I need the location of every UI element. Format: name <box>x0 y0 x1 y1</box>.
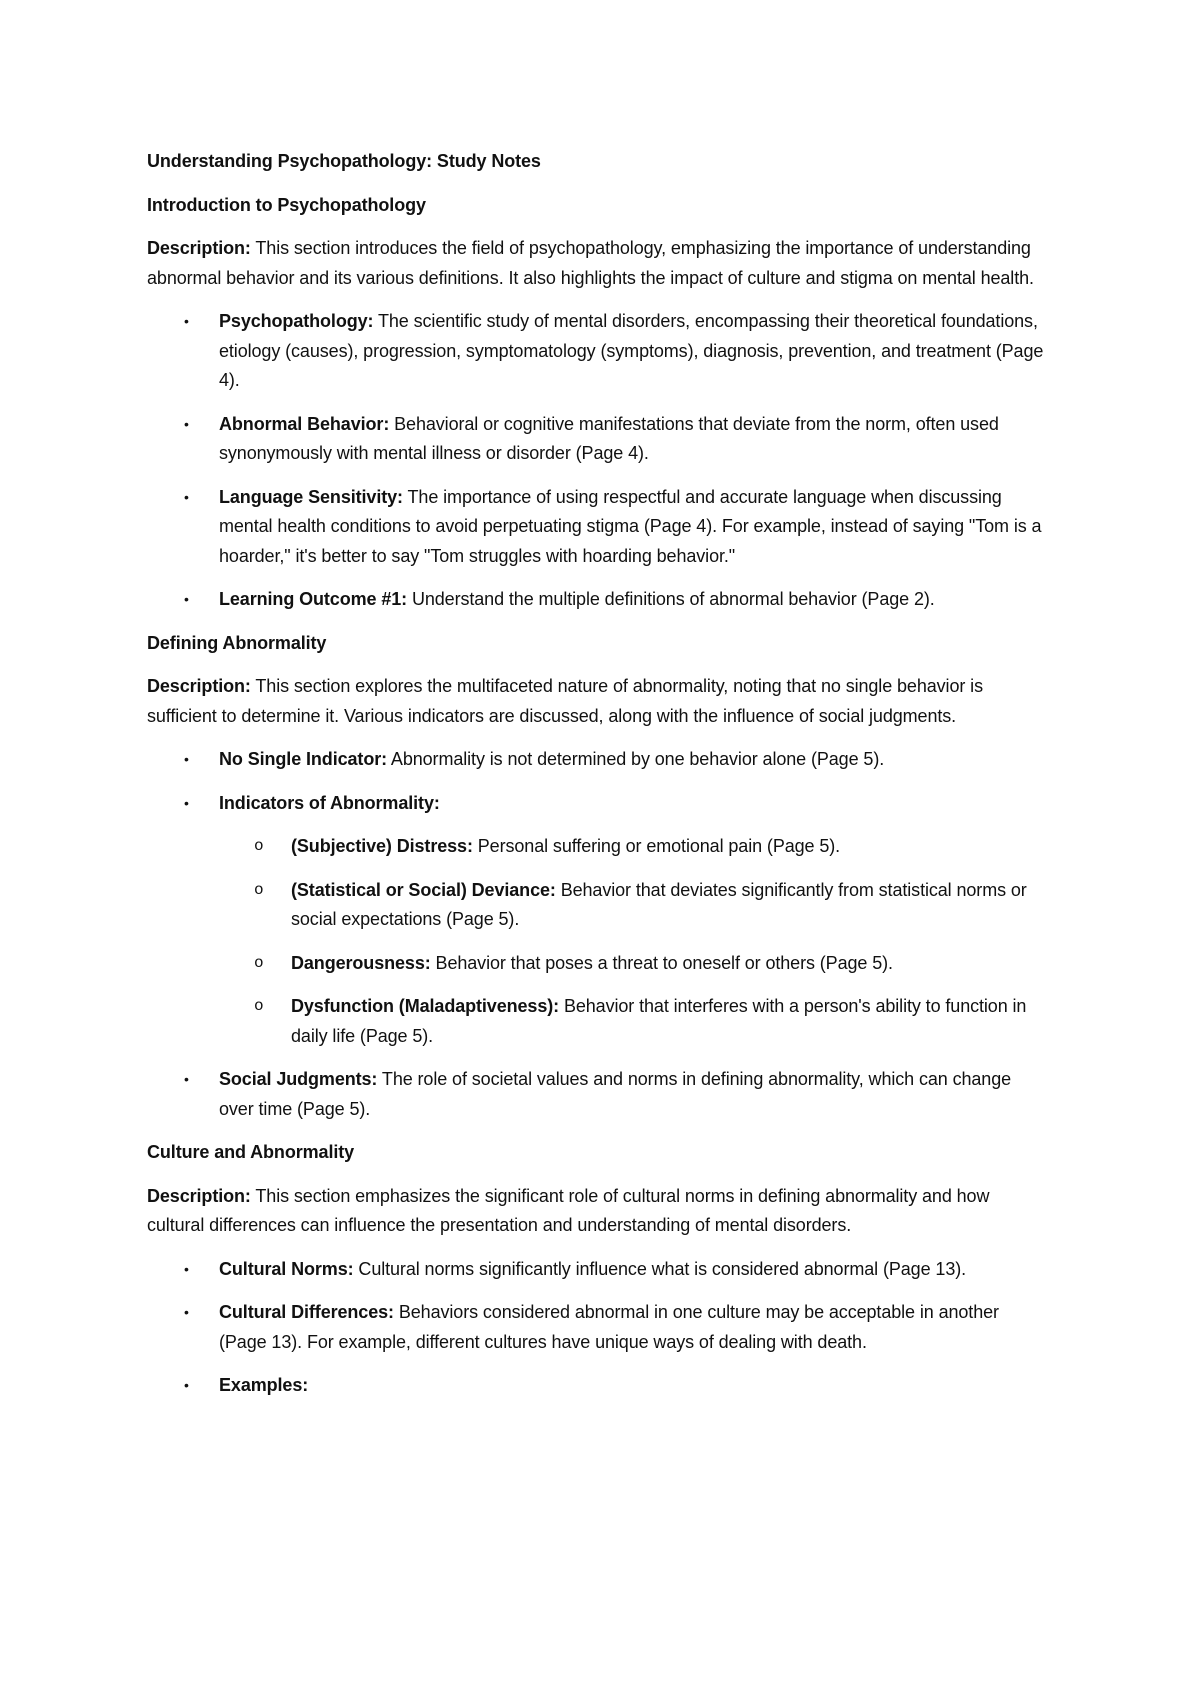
term: No Single Indicator: <box>219 749 388 769</box>
definition: Behaviors considered abnormal in one culture may be acceptable in another (Page 13). For example, different cultures have unique ways of dealing with death. <box>219 1302 999 1352</box>
section-introduction <box>147 191 1047 615</box>
bullet-icon: • <box>184 313 189 329</box>
list-item <box>147 410 1047 469</box>
term: Abnormal Behavior: <box>219 413 390 434</box>
section-defining-abnormality <box>147 629 1047 1125</box>
document-page <box>147 147 1047 1415</box>
list-item <box>147 1371 1047 1401</box>
description-label: Description: <box>147 1185 251 1206</box>
term: Learning Outcome #1: <box>219 589 408 609</box>
term: (Statistical or Social) Deviance: <box>291 879 556 900</box>
definition: The scientific study of mental disorders, encompassing their theoretical foundations, etiology (causes), progression, symptomatology (symptoms), diagnosis, prevention, and treatment (Page 4). <box>219 311 1044 390</box>
list-item <box>147 1298 1047 1357</box>
description-text: This section emphasizes the significant role of cultural norms in defining abnormality and how cultural differences can influence the presentation and understanding of mental disorders. <box>147 1185 990 1235</box>
definition: Behavioral or cognitive manifestations that deviate from the norm, often used synonymously with mental illness or disorder (Page 4). <box>219 413 999 463</box>
sub-list-item <box>219 832 1047 862</box>
bullet-list <box>147 745 1047 1124</box>
list-item <box>147 483 1047 572</box>
term: Cultural Norms: <box>219 1258 354 1279</box>
definition: Behavior that interferes with a person's ability to function in daily life (Page 5). <box>291 996 1027 1046</box>
sub-bullet-list <box>219 832 1047 1051</box>
bullet-list <box>147 307 1047 615</box>
description-text: This section explores the multifaceted nature of abnormality, noting that no single behavior is sufficient to determine it. Various indicators are discussed, along with the influence of social judgments. <box>147 676 983 726</box>
bullet-list <box>147 1255 1047 1401</box>
sub-bullet-icon: o <box>254 880 264 899</box>
definition: Cultural norms significantly influence what is considered abnormal (Page 13). <box>353 1258 967 1279</box>
term: Social Judgments: <box>219 1069 378 1089</box>
section-description <box>147 1182 1047 1241</box>
document-title: Understanding Psychopathology: Study Notes <box>147 151 541 171</box>
term: (Subjective) Distress: <box>291 836 473 856</box>
sub-bullet-icon: o <box>254 837 264 855</box>
list-item <box>147 745 1047 775</box>
term: Dysfunction (Maladaptiveness): <box>291 996 560 1016</box>
term: Psychopathology: <box>219 311 374 331</box>
section-heading: Introduction to Psychopathology <box>147 194 426 215</box>
bullet-icon: • <box>184 415 189 432</box>
bullet-icon: • <box>184 1260 189 1277</box>
section-description <box>147 234 1047 293</box>
list-item <box>147 307 1047 396</box>
list-item <box>147 585 1047 615</box>
description-label: Description: <box>147 238 251 258</box>
definition: Personal suffering or emotional pain (Page 5). <box>472 836 841 856</box>
bullet-icon: • <box>184 591 189 607</box>
definition: The role of societal values and norms in defining abnormality, which can change over time (Page 5). <box>219 1069 1012 1119</box>
sub-list-item <box>219 949 1047 979</box>
definition: Behavior that deviates significantly from statistical norms or social expectations (Page 5). <box>291 879 1027 929</box>
description-label: Description: <box>147 676 251 696</box>
bullet-icon: • <box>184 794 189 811</box>
definition: Abnormality is not determined by one behavior alone (Page 5). <box>387 749 885 769</box>
definition: Understand the multiple definitions of abnormal behavior (Page 2). <box>407 589 935 609</box>
section-culture-and-abnormality <box>147 1138 1047 1401</box>
sub-list-item <box>219 992 1047 1051</box>
sub-bullet-icon: o <box>254 953 264 972</box>
definition: Behavior that poses a threat to oneself or others (Page 5). <box>430 952 893 973</box>
term: Dangerousness: <box>291 952 431 973</box>
description-text: This section introduces the field of psychopathology, emphasizing the importance of understanding abnormal behavior and its various definitions. It also highlights the impact of culture and stigma on mental health. <box>147 238 1034 288</box>
section-heading: Defining Abnormality <box>147 632 327 653</box>
list-item <box>147 789 1047 1052</box>
bullet-icon: • <box>184 1304 189 1320</box>
sub-bullet-icon: o <box>254 997 264 1015</box>
bullet-icon: • <box>184 1377 189 1393</box>
term: Indicators of Abnormality: <box>219 792 440 813</box>
bullet-icon: • <box>184 751 189 767</box>
sub-list-item <box>219 876 1047 935</box>
section-heading: Culture and Abnormality <box>147 1142 355 1162</box>
section-description <box>147 672 1047 731</box>
bullet-icon: • <box>184 488 189 505</box>
bullet-icon: • <box>184 1071 189 1087</box>
term: Cultural Differences: <box>219 1302 394 1322</box>
list-item <box>147 1065 1047 1124</box>
term: Language Sensitivity: <box>219 486 403 507</box>
list-item <box>147 1255 1047 1285</box>
definition: The importance of using respectful and accurate language when discussing mental health conditions to avoid perpetuating stigma (Page 4). For example, instead of saying "Tom is a hoarder," it's better to say "Tom struggles with hoarding behavior." <box>219 486 1042 566</box>
term: Examples: <box>219 1375 309 1395</box>
